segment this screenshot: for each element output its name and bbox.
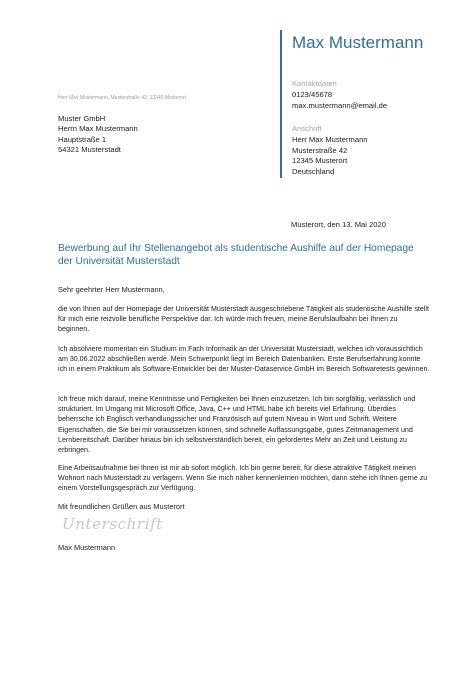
- signature-placeholder: Unterschrift: [62, 515, 163, 533]
- contact-block: [292, 79, 387, 111]
- address-block: [292, 124, 368, 178]
- return-address: Herr Max Mustermann, Musterstraße 42, 12345 Musterort: [58, 95, 187, 101]
- sender-address-line: 12345 Musterort: [292, 156, 348, 166]
- recipient-line: 54321 Musterstadt: [58, 145, 121, 155]
- body-paragraph: Ich freue mich darauf, meine Kenntnisse und Fertigkeiten bei Ihnen einzusetzen. Ich bin sorgfältig, verlässlich und strukturiert. Im Umgang mit Microsoft Office, Java, C++ und HTML habe ich bereits viel Erfahrung. Überdies beherrsche ich Englisch verhandlungssicher und Französisch auf gutem Niveau in Wort und Schrift. Weitere Eigenschaften, die Sie bei mir voraussetzen können, sind schnelle Auffassungsgabe, gutes Zeitmanagement und Lernbereitschaft. Darüber hinaus bin ich selbstverständlich bereit, ein gefordertes Mehr an Zeit und Leistung zu erbringen.: [58, 395, 416, 455]
- sender-phone: 0123/45678: [292, 89, 333, 99]
- body-paragraph: Ich absolviere momentan ein Studium im Fach Informatik an der Universität Musterstadt, welches ich voraussichtlich am 30.06.2022 abschließen werde. Mein Schwerpunkt liegt im Bereich Datenbanken. Erste Berufserfahrung konnte ich in einem Praktikum als Software-Entwickler bei der Muster-Dataservice GmbH im Bereich Softwaretests gewinnen.: [58, 345, 430, 374]
- address-label: Anschrift: [292, 124, 322, 133]
- sender-email: max.mustermann@email.de: [292, 100, 388, 110]
- salutation: Sehr geehrter Herr Mustermann,: [58, 285, 165, 294]
- recipient-line: Herrn Max Mustermann: [58, 124, 138, 134]
- subject-line: Bewerbung auf Ihr Stellenangebot als studentische Aushilfe auf der Homepage der Universität Musterstadt: [58, 243, 414, 268]
- body-paragraph: Eine Arbeitsaufnahme bei Ihnen ist mir ab sofort möglich. Ich bin gerne bereit, für diese attraktive Tätigkeit meinen Wohnort nach Musterstadt zu verlagern. Wenn Sie mich näher kennenlernen möchten, dann stehe ich Ihnen gerne zu einem Vorstellungsgespräch zur Verfügung.: [58, 464, 428, 493]
- recipient-address: [58, 114, 138, 156]
- sender-address-line: Musterstraße 42: [292, 145, 348, 155]
- closing-line: Mit freundlichen Grüßen aus Musterort: [58, 502, 185, 511]
- body-paragraph: die von Ihnen auf der Homepage der Universität Musterstadt ausgeschriebene Tätigkeit als studentische Aushilfe stellt für mich eine reizvolle berufliche Perspektive dar. Ich würde mich freuen, meine Berufslaufbahn bei Ihnen zu beginnen.: [58, 305, 429, 334]
- recipient-line: Hauptstraße 1: [58, 134, 107, 144]
- signer-name: Max Mustermann: [58, 543, 116, 552]
- contact-label: Kontaktdaten: [292, 79, 337, 88]
- header-divider-line: [280, 30, 282, 178]
- sender-address-line: Deutschland: [292, 167, 335, 177]
- recipient-line: Muster GmbH: [58, 114, 106, 123]
- date-line: Musterort, den 13. Mai 2020: [291, 220, 386, 229]
- sender-name: Max Mustermann: [292, 33, 424, 52]
- sender-address-line: Herr Max Mustermann: [292, 134, 368, 144]
